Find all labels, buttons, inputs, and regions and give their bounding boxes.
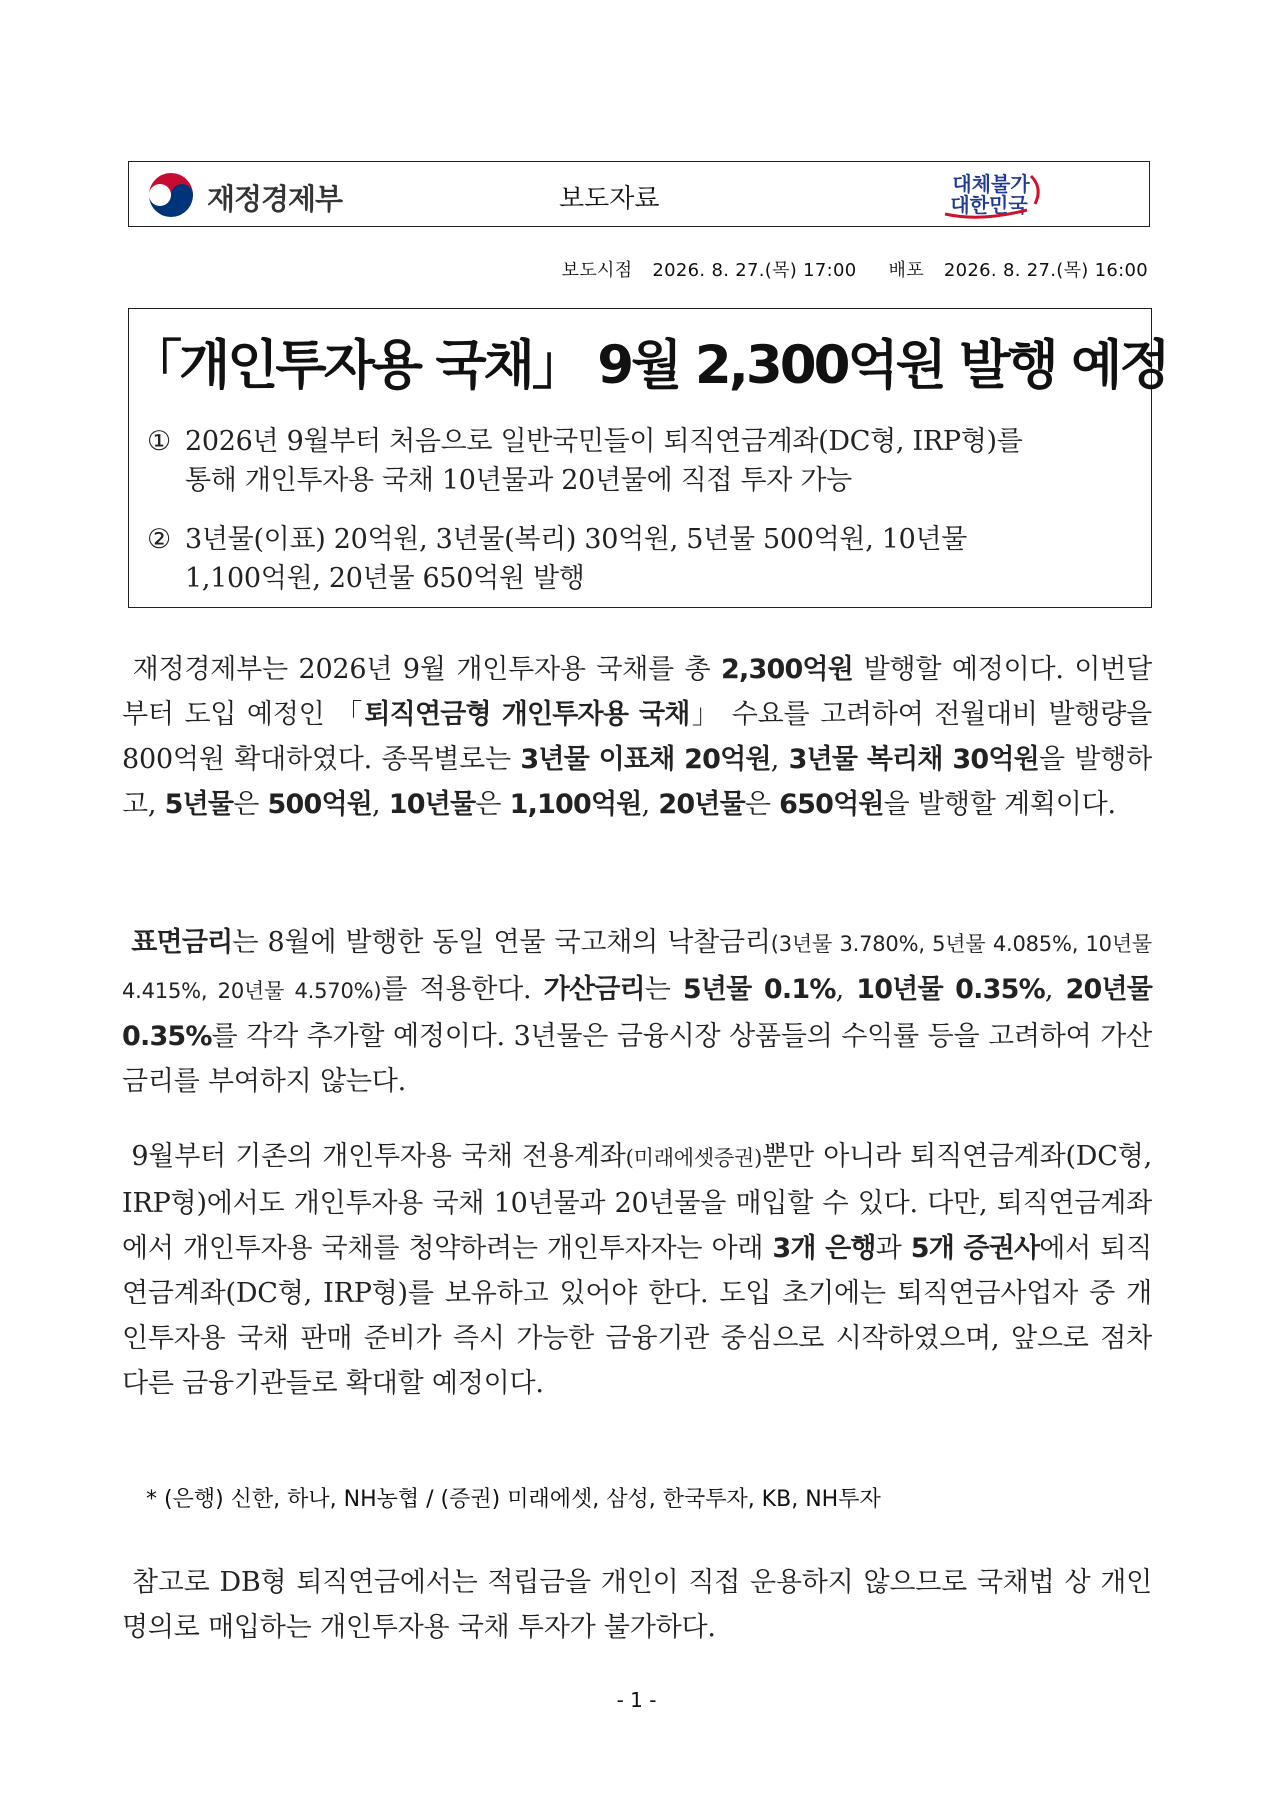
text: , bbox=[1044, 974, 1066, 1005]
distribution-label: 배포 bbox=[888, 260, 924, 281]
distribution-value: 2026. 8. 27.(목) 16:00 bbox=[943, 260, 1148, 281]
taegeuk-emblem-icon bbox=[145, 171, 197, 223]
bold-text: 3년물 복리채 30억원 bbox=[788, 744, 1039, 775]
release-label: 보도시점 bbox=[561, 260, 633, 281]
text: 를 적용한다. bbox=[381, 974, 544, 1005]
text: 은 bbox=[744, 789, 780, 820]
text: 를 각각 추가할 예정이다. 3년물은 금융시장 상품들의 수익률 등을 고려하여 가산금리를 부여하지 않는다. bbox=[122, 1021, 1152, 1097]
summary-marker-2: ② bbox=[147, 524, 171, 555]
paragraph-pension-account bbox=[122, 1134, 1152, 1406]
paragraph-db-note bbox=[122, 1560, 1152, 1650]
bold-text: 5년물 0.1% bbox=[682, 974, 836, 1005]
text: 발행할 예정이다. 이번달부터 도입 예정인 「 bbox=[122, 654, 1152, 730]
summary-line: 2026년 9월부터 처음으로 일반국민들이 퇴직연금계좌(DC형, IRP형)를 bbox=[185, 426, 1023, 457]
text: , bbox=[770, 744, 789, 775]
title-box bbox=[128, 308, 1168, 608]
bold-text: 1,100억원 bbox=[509, 789, 642, 820]
bold-text: 2,300억원 bbox=[721, 654, 853, 685]
release-dates bbox=[562, 256, 1148, 282]
bold-text: 퇴직연금형 개인투자용 국채 bbox=[364, 699, 690, 730]
text: , bbox=[641, 789, 659, 820]
bold-text: 3개 은행 bbox=[772, 1233, 876, 1264]
paragraph-interest-rate bbox=[122, 920, 1152, 1104]
summary-marker-1: ① bbox=[147, 426, 171, 457]
slogan-logo bbox=[931, 168, 1051, 220]
bold-text: 3년물 이표채 20억원 bbox=[520, 744, 771, 775]
doc-type-label: 보도자료 bbox=[559, 184, 660, 214]
text: 」 수요를 고려하여 전월대비 발행량을 800억원 확대하였다. 종목별로는 bbox=[122, 699, 1153, 775]
slogan-line2: 대한민국 bbox=[950, 193, 1028, 217]
header-box bbox=[128, 161, 1150, 227]
text: , bbox=[835, 974, 857, 1005]
institutions-note: * (은행) 신한, 하나, NH농협 / (증권) 미래에셋, 삼성, 한국투자, KB, NH투자 bbox=[146, 1487, 881, 1512]
text: 뿐만 아니라 퇴직연금계좌(DC형, IRP형)에서도 개인투자용 국채 10년물과 20년물을 매입할 수 있다. 다만, 퇴직연금계좌에서 개인투자용 국채를 청약하려는 개인투자자는 아래 bbox=[122, 1141, 1152, 1264]
text: 을 발행할 계획이다. bbox=[883, 789, 1116, 820]
bold-text: 20년물 0.35% bbox=[122, 974, 1153, 1052]
release-value: 2026. 8. 27.(목) 17:00 bbox=[652, 260, 857, 281]
bold-text: 650억원 bbox=[779, 789, 884, 820]
ministry-logo bbox=[145, 171, 342, 223]
page-number: - 1 - bbox=[616, 1688, 657, 1712]
summary-item-2 bbox=[147, 520, 967, 598]
slogan-line1: 대체불가 bbox=[952, 172, 1030, 196]
bold-text: 5년물 bbox=[164, 789, 234, 820]
ministry-name: 재정경제부 bbox=[207, 181, 343, 216]
bold-text: 20년물 bbox=[658, 789, 745, 820]
rate-detail: (3년물 3.780%, 5년물 4.085%, 10년물 4.415%, 20년물 4.570%) bbox=[122, 932, 1153, 1003]
text: 은 bbox=[233, 789, 268, 820]
summary-line: 1,100억원, 20년물 650억원 발행 bbox=[185, 563, 585, 594]
text: 을 발행하고, bbox=[122, 744, 1152, 820]
bold-text: 표면금리 bbox=[131, 927, 233, 958]
small-text: (미래에셋증권) bbox=[625, 1146, 763, 1170]
bold-text: 10년물 0.35% bbox=[856, 974, 1045, 1005]
page-title: 「개인투자용 국채」 9월 2,300억원 발행 예정 bbox=[129, 335, 1168, 396]
bold-text: 10년물 bbox=[388, 789, 476, 820]
text: 참고로 DB형 퇴직연금에서는 적립금을 개인이 직접 운용하지 않으므로 국채법 상 개인 명의로 매입하는 개인투자용 국채 투자가 불가하다. bbox=[122, 1567, 1152, 1643]
text: , bbox=[372, 789, 389, 820]
paragraph-issuance bbox=[122, 647, 1152, 827]
text: 에서 퇴직연금계좌(DC형, IRP형)를 보유하고 있어야 한다. 도입 초기에는 퇴직연금사업자 중 개인투자용 국채 판매 준비가 즉시 가능한 금융기관 중심으로 시작하였으며, 앞으로 점차 다른 금융기관들로 확대할 예정이다. bbox=[122, 1233, 1152, 1399]
text: 9월부터 기존의 개인투자용 국채 전용계좌 bbox=[131, 1141, 626, 1172]
summary-item-1 bbox=[147, 422, 1023, 500]
text: 는 8월에 발행한 동일 연물 국고채의 낙찰금리 bbox=[232, 927, 771, 958]
summary-line: 통해 개인투자용 국채 10년물과 20년물에 직접 투자 가능 bbox=[185, 465, 852, 496]
summary-line: 3년물(이표) 20억원, 3년물(복리) 30억원, 5년물 500억원, 10년물 bbox=[185, 524, 968, 555]
text: 과 bbox=[875, 1233, 911, 1264]
text: 는 bbox=[644, 974, 683, 1005]
bold-text: 5개 증권사 bbox=[910, 1233, 1040, 1264]
text: 은 bbox=[475, 789, 510, 820]
bold-text: 가산금리 bbox=[543, 974, 645, 1005]
bold-text: 500억원 bbox=[267, 789, 373, 820]
text: 재정경제부는 2026년 9월 개인투자용 국채를 총 bbox=[132, 654, 722, 685]
